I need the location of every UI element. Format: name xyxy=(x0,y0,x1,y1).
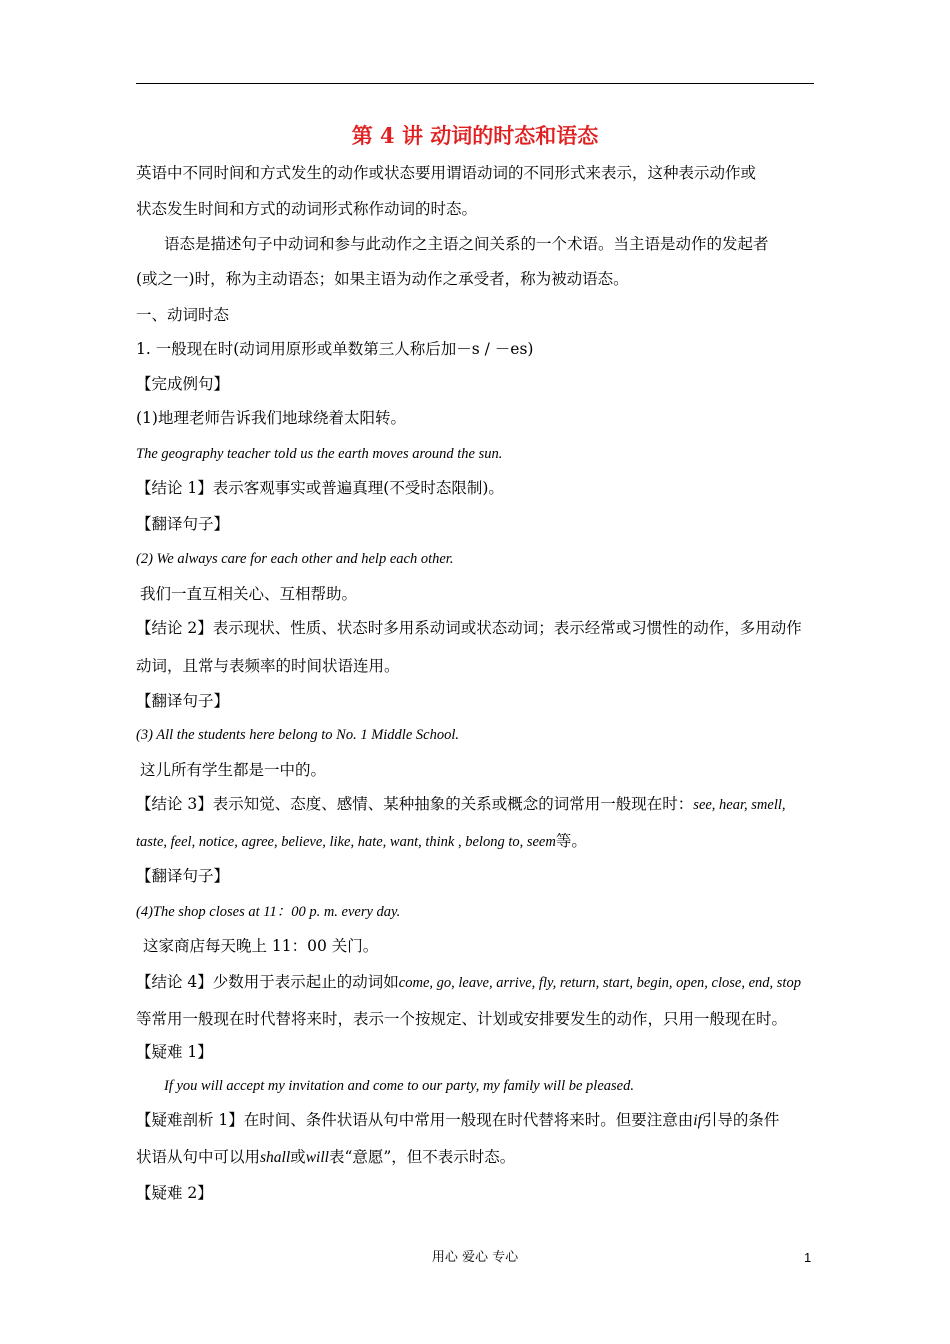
example-1-chinese: (1)地理老师告诉我们地球绕着太阳转。 xyxy=(136,409,406,427)
example-2-english: (2) We always care for each other and help each other. xyxy=(136,551,454,567)
analysis-1-text-b: 引导的条件 xyxy=(701,1111,780,1129)
section-heading: 一、动词时态 xyxy=(136,306,230,324)
example-4-chinese: 这家商店每天晚上 11：00 关门。 xyxy=(143,937,379,955)
conclusion-3-verbs-b: taste, feel, notice, agree, believe, like, hate, want, think , belong to, seem xyxy=(136,834,556,850)
sub-heading: 1. 一般现在时(动词用原形或单数第三人称后加－s / －es) xyxy=(136,340,534,358)
yinan-label-2: 【疑难 2】 xyxy=(136,1184,213,1202)
analysis-1-line-2 xyxy=(136,1146,816,1169)
yinan-label-1: 【疑难 1】 xyxy=(136,1043,213,1061)
analysis-1-shall: shall xyxy=(260,1149,291,1166)
yinan-1-sentence: If you will accept my invitation and come to our party, my family will be pleased. xyxy=(164,1078,634,1094)
conclusion-1: 【结论 1】表示客观事实或普遍真理(不受时态限制)。 xyxy=(136,479,504,497)
conclusion-3-line-2 xyxy=(136,830,816,853)
fanyi-label-3: 【翻译句子】 xyxy=(136,867,230,885)
conclusion-3-line-1 xyxy=(136,793,816,816)
example-1-english: The geography teacher told us the earth moves around the sun. xyxy=(136,446,503,462)
page-footer: 用心 爱心 专心 xyxy=(431,1250,519,1265)
voice-para-line-1: 语态是描述句子中动词和参与此动作之主语之间关系的一个术语。当主语是动作的发起者 xyxy=(164,235,769,253)
wanzheng-label: 【完成例句】 xyxy=(136,375,230,393)
conclusion-2-line-2: 动词，且常与表频率的时间状语连用。 xyxy=(136,657,400,675)
analysis-1-line-1 xyxy=(136,1109,816,1132)
intro-line-1: 英语中不同时间和方式发生的动作或状态要用谓语动词的不同形式来表示，这种表示动作或 xyxy=(136,164,757,182)
conclusion-3-text: 【结论 3】表示知觉、态度、感情、某种抽象的关系或概念的词常用一般现在时： xyxy=(136,795,694,813)
voice-para-line-2: (或之一)时，称为主动语态；如果主语为动作之承受者，称为被动语态。 xyxy=(136,270,629,288)
analysis-1-or: 或 xyxy=(290,1148,306,1166)
conclusion-4-line-1 xyxy=(136,971,816,994)
analysis-1-will: will xyxy=(305,1149,329,1166)
conclusion-2-line-1: 【结论 2】表示现状、性质、状态时多用系动词或状态动词；表示经常或习惯性的动作，多用动作 xyxy=(136,619,802,637)
intro-line-2: 状态发生时间和方式的动词形式称作动词的时态。 xyxy=(136,200,478,218)
fanyi-label-1: 【翻译句子】 xyxy=(136,515,230,533)
page-title: 第 4 讲 动词的时态和语态 xyxy=(351,123,599,148)
fanyi-label-2: 【翻译句子】 xyxy=(136,692,230,710)
example-3-chinese: 这儿所有学生都是一中的。 xyxy=(140,761,327,779)
page-number: 1 xyxy=(804,1250,812,1265)
example-2-chinese: 我们一直互相关心、互相帮助。 xyxy=(140,585,358,603)
conclusion-4-line-2: 等常用一般现在时代替将来时，表示一个按规定、计划或安排要发生的动作，只用一般现在时。 xyxy=(136,1010,788,1028)
analysis-1-text-d: 表“意愿”，但不表示时态。 xyxy=(328,1148,516,1166)
analysis-1-if: if xyxy=(693,1112,702,1129)
conclusion-4-text: 【结论 4】少数用于表示起止的动词如 xyxy=(136,973,399,991)
header-rule xyxy=(136,83,814,84)
conclusion-3-verbs-a: see, hear, smell, xyxy=(693,797,786,813)
analysis-1-text-c: 状语从句中可以用 xyxy=(136,1148,261,1166)
example-4-english: (4)The shop closes at 11：00 p. m. every day. xyxy=(136,904,401,920)
conclusion-4-verbs: come, go, leave, arrive, fly, return, start, begin, open, close, end, stop xyxy=(398,975,801,991)
conclusion-3-tail: 等。 xyxy=(555,832,587,850)
analysis-1-text-a: 【疑难剖析 1】在时间、条件状语从句中常用一般现在时代替将来时。但要注意由 xyxy=(136,1111,694,1129)
example-3-english: (3) All the students here belong to No. 1 Middle School. xyxy=(136,727,459,743)
